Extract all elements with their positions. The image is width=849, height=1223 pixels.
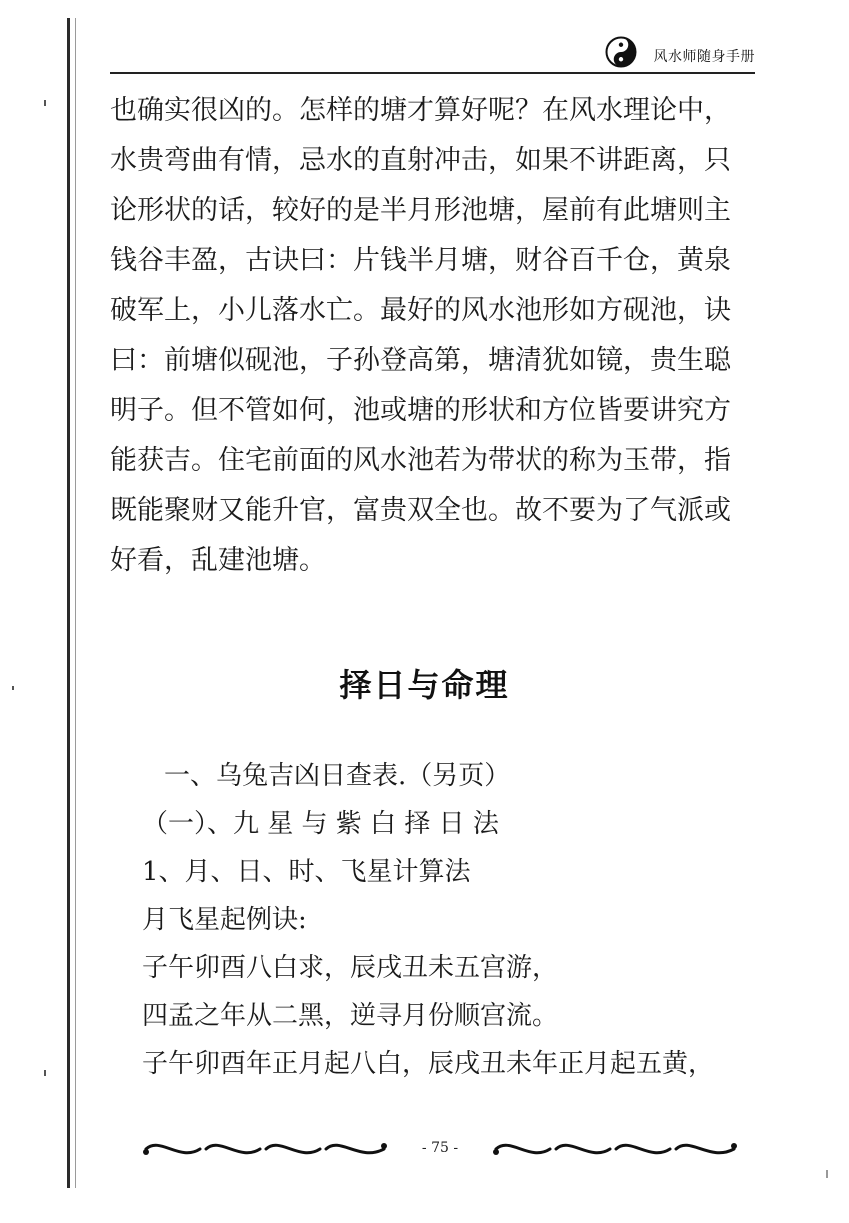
list-item: （一）、九 星 与 紫 白 择 日 法 xyxy=(142,809,499,839)
page-header xyxy=(110,30,755,74)
list-item: 1、月、日、时、飞星计算法 xyxy=(142,857,471,887)
list-item: 四孟之年从二黑，逆寻月份顺宫流。 xyxy=(142,1001,559,1031)
header-rule xyxy=(110,72,755,74)
scroll-ornament-icon xyxy=(140,1134,390,1164)
page-footer xyxy=(140,1130,740,1170)
list-item: 子午卯酉年正月起八白，辰戌丑未年正月起五黄， xyxy=(142,1049,715,1079)
paragraph-line: 明子。但不管如何，池或塘的形状和方位皆要讲究方 xyxy=(110,395,731,426)
scan-binding-line xyxy=(67,18,70,1188)
section-title: 择日与命理 xyxy=(339,666,510,704)
scan-speck xyxy=(44,100,46,106)
paragraph-line: 论形状的话，较好的是半月形池塘，屋前有此塘则主 xyxy=(110,195,731,226)
scan-binding-line-inner xyxy=(75,18,76,1188)
scroll-ornament-icon xyxy=(490,1134,740,1164)
list-item: 一、乌兔吉凶日查表.（另页） xyxy=(164,761,511,791)
scan-speck xyxy=(44,1070,46,1076)
paragraph-line: 也确实很凶的。怎样的塘才算好呢？在风水理论中， xyxy=(110,95,731,126)
paragraph-line: 好看，乱建池塘。 xyxy=(110,545,326,576)
list-item: 子午卯酉八白求，辰戌丑未五宫游， xyxy=(142,953,559,983)
paragraph-line: 钱谷丰盈，古诀曰：片钱半月塘，财谷百千仓，黄泉 xyxy=(110,245,731,276)
paragraph-line: 水贵弯曲有情，忌水的直射冲击，如果不讲距离，只 xyxy=(110,145,731,176)
scan-speck xyxy=(826,1170,828,1178)
list-item: 月飞星起例诀: xyxy=(142,905,307,935)
paragraph-line: 破军上，小儿落水亡。最好的风水池形如方砚池，诀 xyxy=(110,295,731,326)
content-list xyxy=(142,752,752,1088)
paragraph-line: 能获吉。住宅前面的风水池若为带状的称为玉带，指 xyxy=(110,445,731,476)
paragraph-line: 曰：前塘似砚池，子孙登高第，塘清犹如镜，贵生聪 xyxy=(110,345,731,376)
page-number: - 75 - xyxy=(421,1140,459,1156)
body-paragraph xyxy=(110,86,750,586)
header-title: 风水师随身手册 xyxy=(653,49,755,65)
taiji-icon xyxy=(605,36,637,68)
paragraph-line: 既能聚财又能升官，富贵双全也。故不要为了气派或 xyxy=(110,495,731,526)
